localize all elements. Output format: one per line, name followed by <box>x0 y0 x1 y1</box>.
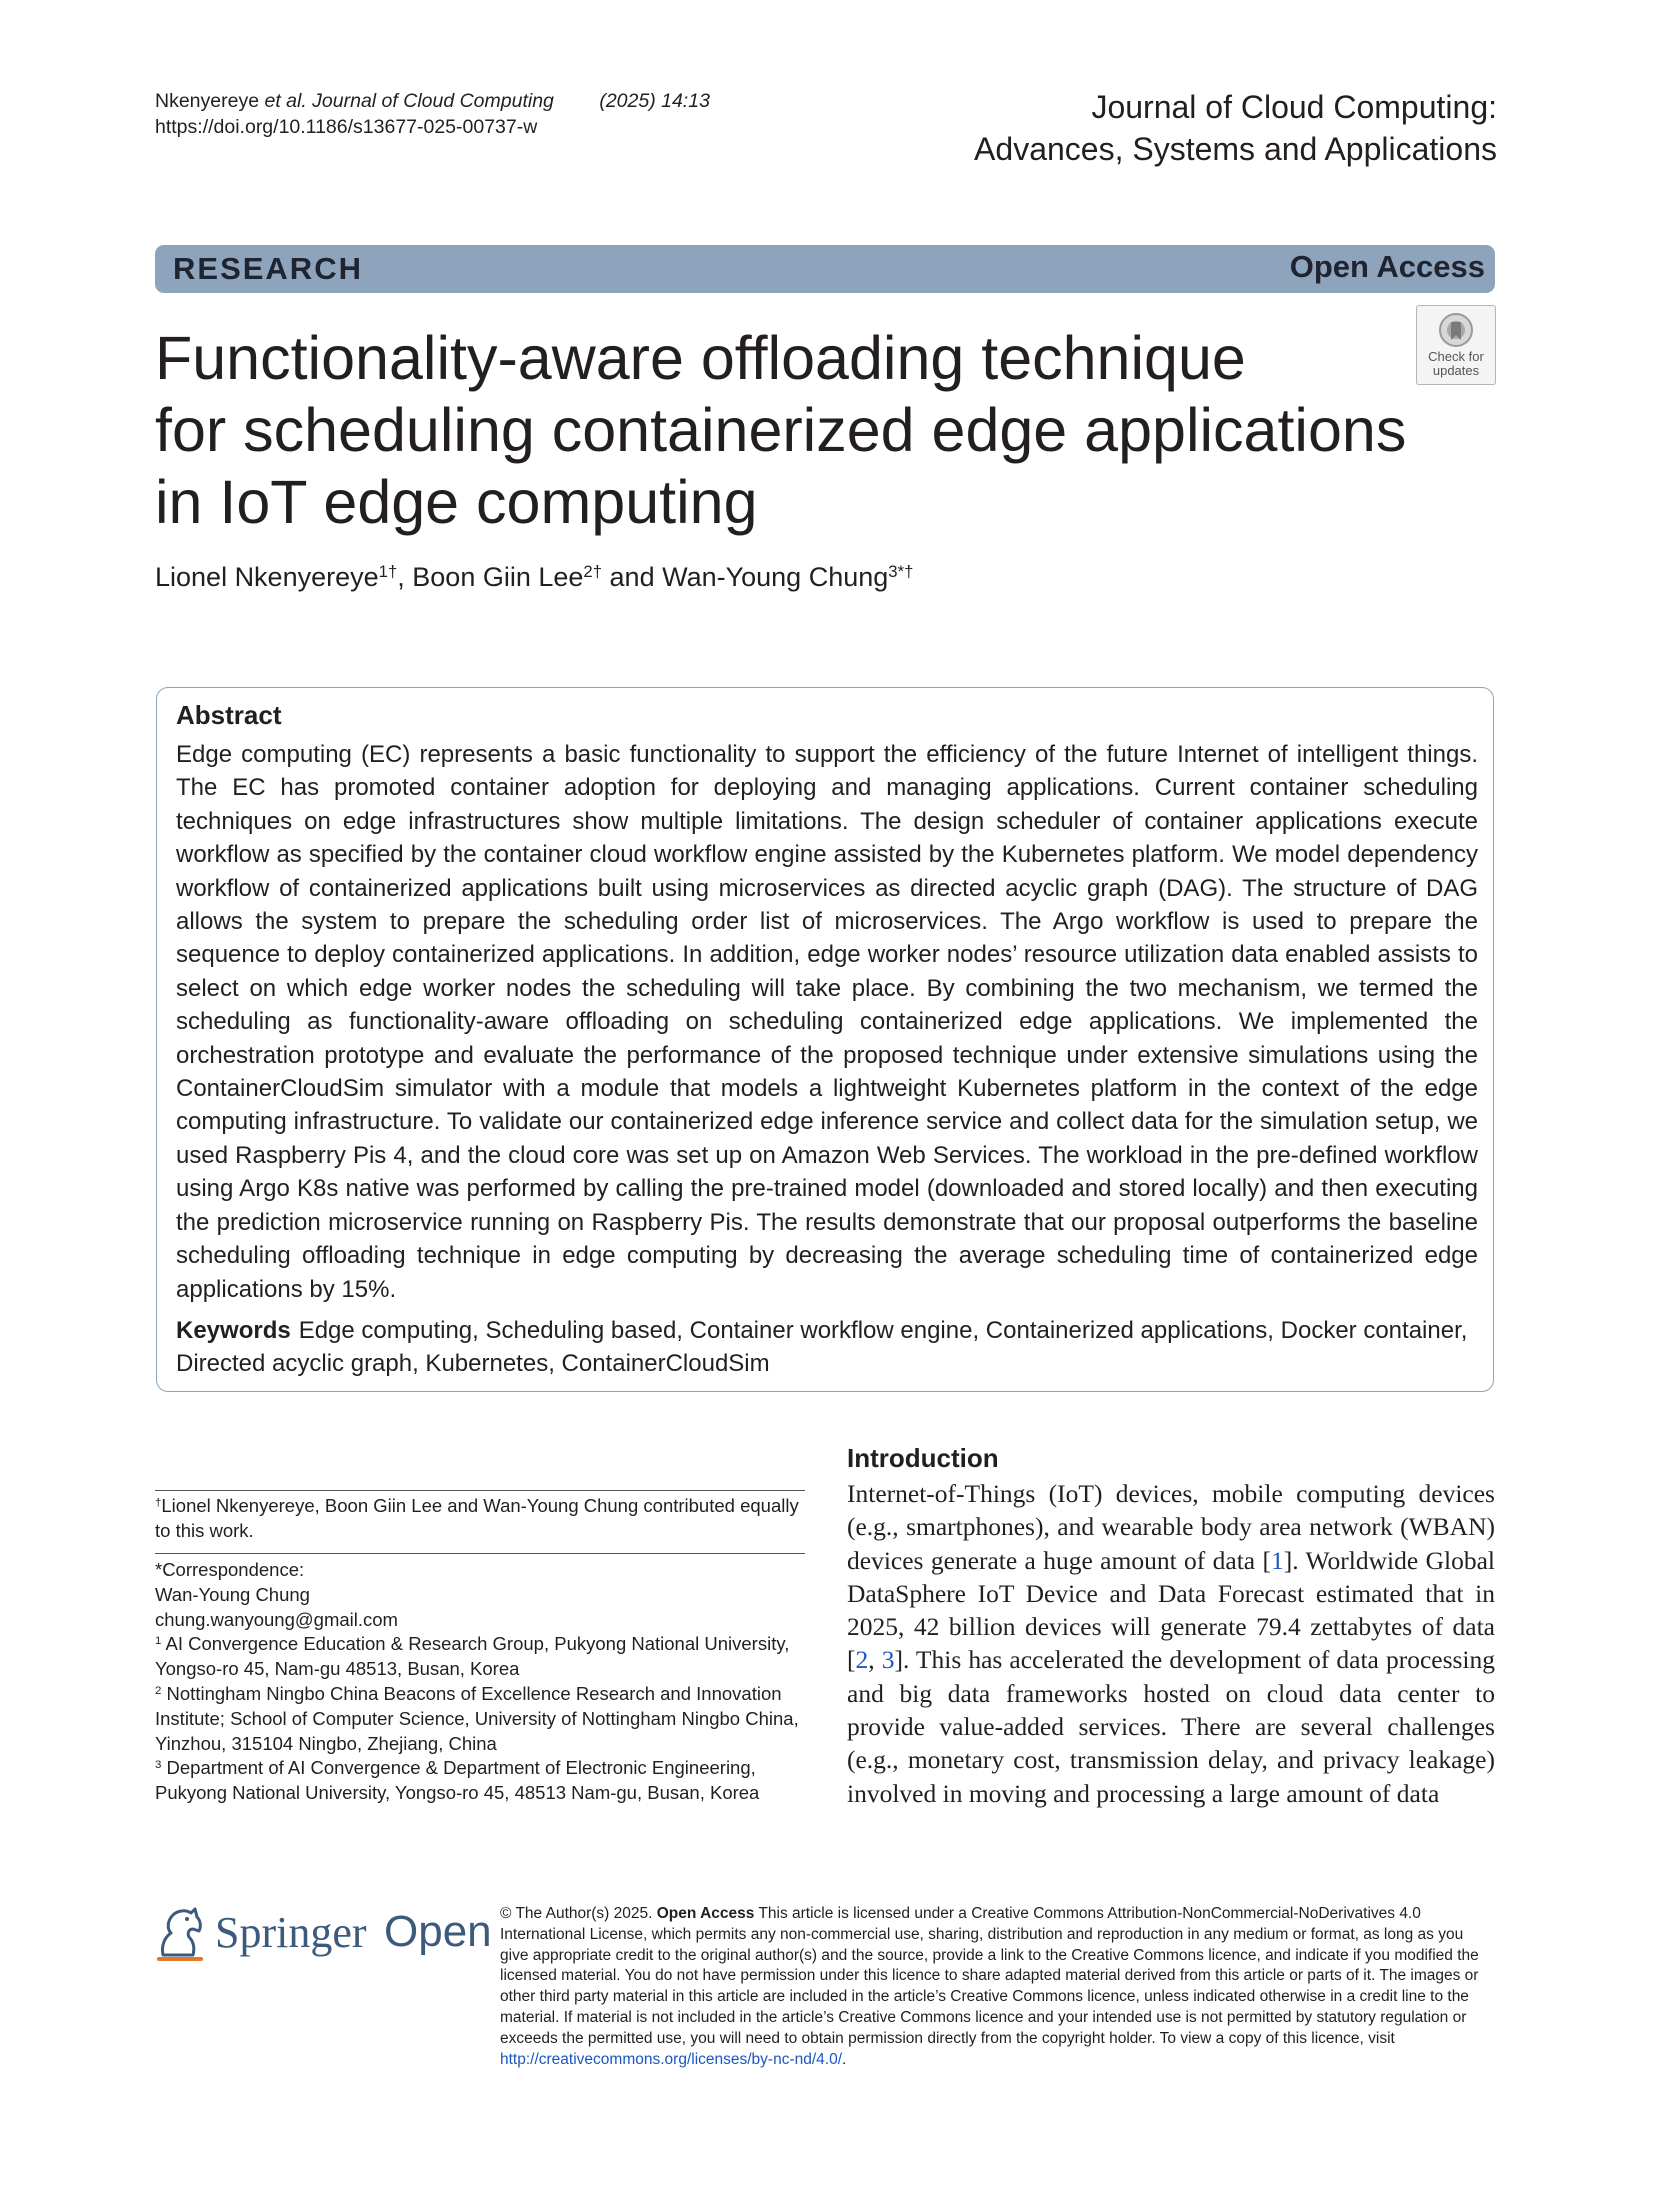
author-list <box>155 560 913 594</box>
title-line2: for scheduling containerized edge applications <box>155 396 1407 464</box>
check-for-updates-text <box>1417 350 1495 378</box>
affiliation-number: 2 <box>155 1684 162 1697</box>
affiliation <box>155 1756 805 1806</box>
article-title <box>155 322 1415 538</box>
affiliation-text: Department of AI Convergence & Department of Electronic Engineering, Pukyong National University, Yongso-ro 45, 48513 Nam-gu, Busan, Korea <box>155 1757 760 1804</box>
license-text: This article is licensed under a Creative Commons Attribution-NonCommercial-NoDerivatives 4.0 International License, which permits any non-commercial use, sharing, distribution and reproduction in any medium or format, as long as you give appropriate credit to the original author(s) and the source, provide a link to the Creative Commons licence, and indicate if you modified the licensed material. You do not have permission under this licence to share adapted material derived from this article or parts of it. The images or other third party material in this article are included in the article’s Creative Commons licence, unless indicated otherwise in a credit line to the material. If material is not included in the article’s Creative Commons licence and your intended use is not permitted by statutory regulation or exceeds the permitted use, you will need to obtain permission directly from the copyright holder. To view a copy of this licence, visit <box>500 1905 1479 2047</box>
affiliation-text: AI Convergence Education & Research Group, Pukyong National University, Yongso-ro 45, Nam-gu 48513, Busan, Korea <box>155 1633 790 1680</box>
keywords-label: Keywords <box>176 1317 291 1344</box>
affiliation-number: 1 <box>155 1635 162 1648</box>
badge-line2: updates <box>1432 363 1480 378</box>
correspondence-block <box>155 1558 805 1806</box>
journal-name-line2: Advances, Systems and Applications <box>974 131 1497 167</box>
introduction-text: Internet-of-Things (IoT) devices, mobile computing devices (e.g., smartphones), and wearable body area network (WBAN) devices generate a huge amount of data [1]. Worldwide Global DataSphere IoT Device and Data Forecast estimated that in 2025, 42 billion devices will generate 79.4 zettabytes of data [2, 3]. This has accelerated the development of data processing and big data frameworks hosted on cloud data center to provide value-added services. There are several challenges (e.g., monetary cost, transmission delay, and privacy leakage) involved in moving and processing a large amount of data <box>847 1479 1496 1808</box>
citation-link[interactable]: 1 <box>1271 1545 1284 1575</box>
author-separator: and <box>602 562 663 592</box>
header-year-volume: (2025) 14:13 <box>599 90 710 112</box>
equal-contribution-note <box>155 1494 805 1543</box>
intro-text-segment: . Worldwide Global DataSphere IoT Device and Data Forecast estimated that in 2025, 42 billion devices will generate 79.4 zettabytes of data <box>847 1545 1495 1642</box>
abstract-box <box>156 687 1494 1392</box>
author-affiliation-marker: 1† <box>378 561 398 581</box>
author-name[interactable]: Wan-Young Chung <box>662 562 889 592</box>
springer-horse-icon <box>155 1905 207 1963</box>
license-link[interactable]: http://creativecommons.org/licenses/by-nc-nd/4.0/ <box>500 2050 843 2068</box>
citation-link[interactable]: 2 <box>855 1645 869 1675</box>
license-end: . <box>842 2050 847 2068</box>
journal-name-line1: Journal of Cloud Computing: <box>1091 89 1497 125</box>
author-name[interactable]: Lionel Nkenyereye <box>155 562 379 592</box>
author-name[interactable]: Boon Giin Lee <box>412 562 584 592</box>
open-wordmark: Open <box>384 1907 492 1956</box>
badge-line1: Check for <box>1428 349 1484 364</box>
keywords-text: Edge computing, Scheduling based, Container workflow engine, Containerized applications, Docker container, Directed acyclic graph, Kubernetes, ContainerCloudSim <box>176 1317 1468 1377</box>
license-open-access: Open Access <box>656 1905 755 1922</box>
running-header <box>155 88 710 140</box>
citation-line <box>155 88 710 114</box>
header-author: Nkenyereye <box>155 90 260 112</box>
affiliation <box>155 1632 805 1682</box>
title-line1: Functionality-aware offloading technique <box>155 324 1246 392</box>
journal-name <box>974 86 1497 170</box>
license-statement <box>500 1904 1494 2070</box>
author-affiliation-marker: 3*† <box>888 561 914 581</box>
citation-separator: , <box>868 1645 882 1675</box>
check-for-updates-badge[interactable] <box>1416 305 1496 385</box>
affiliation <box>155 1682 805 1756</box>
equal-contribution-text: Lionel Nkenyereye, Boon Giin Lee and Wan-Young Chung contributed equally to this work. <box>155 1495 799 1541</box>
introduction-heading: Introduction <box>847 1443 999 1473</box>
author-affiliation-marker: 2† <box>583 561 603 581</box>
header-journal: et al. Journal of Cloud Computing <box>264 90 554 112</box>
author-separator: , <box>397 562 413 592</box>
abstract-heading: Abstract <box>176 700 282 730</box>
open-access-label: Open Access <box>1289 249 1485 284</box>
footnote-divider <box>155 1553 805 1554</box>
springer-wordmark: Springer <box>215 1908 367 1957</box>
article-type-banner <box>155 245 1495 293</box>
intro-text-segment: Internet-of-Things (IoT) devices, mobile computing devices (e.g., smartphones), and wearable body area network (WBAN) devices generate a huge amount of data <box>847 1479 1495 1575</box>
intro-text-segment: . This has accelerated the development of data processing and big data frameworks hosted on cloud data center to provide value-added services. There are several challenges (e.g., monetary cost, transmission delay, and privacy leakage) involved in moving and processing a large amount of data <box>847 1645 1496 1808</box>
title-line3: in IoT edge computing <box>155 468 758 536</box>
affiliation-text: Nottingham Ningbo China Beacons of Excellence Research and Innovation Institute; School of Computer Science, University of Nottingham Ningbo China, Yinzhou, 315104 Ningbo, Zhejiang, China <box>155 1682 799 1754</box>
keywords <box>176 1314 1478 1380</box>
doi-link[interactable]: https://doi.org/10.1186/s13677-025-00737-w <box>155 116 538 138</box>
correspondence-email[interactable]: chung.wanyoung@gmail.com <box>155 1608 398 1630</box>
citation-link[interactable]: 3 <box>881 1645 895 1675</box>
correspondence-label: *Correspondence: <box>155 1559 305 1580</box>
license-copyright: © The Author(s) 2025. <box>500 1905 657 1922</box>
article-type-label: RESEARCH <box>173 251 363 286</box>
correspondence-name: Wan-Young Chung <box>155 1583 310 1605</box>
bookmark-ribbon-icon <box>1439 313 1473 347</box>
dagger-marker: † <box>155 1496 162 1509</box>
footnote-divider <box>155 1490 805 1491</box>
abstract-text: Edge computing (EC) represents a basic functionality to support the efficiency of the future Internet of intelligent things. The EC has promoted container adoption for deploying and managing applications. Current container scheduling techniques on edge infrastructures show multiple limitations. The design scheduler of container applications execute workflow as specified by the container cloud workflow engine assisted by the Kubernetes platform. We model dependency workflow of containerized applications built using microservices as directed acyclic graph (DAG). The structure of DAG allows the system to prepare the scheduling order list of microservices. The Argo workflow is used to prepare the sequence to deploy containerized applications. In addition, edge worker nodes’ resource utilization data enabled assists to select on which edge worker nodes the scheduling will take place. By combining the two mechanism, we termed the scheduling as functionality-aware offloading on scheduling containerized edge applications. We implemented the orchestration prototype and evaluate the performance of the proposed technique under extensive simulations using the ContainerCloudSim simulator with a module that models a lightweight Kubernetes platform in the context of the edge computing infrastructure. To validate our containerized edge inference service and collect data for the simulation setup, we used Raspberry Pis 4, and the cloud core was set up on Amazon Web Services. The workload in the pre-defined workflow using Argo K8s native was performed by calling the pre-trained model (downloaded and stored locally) and then executing the prediction microservice running on Raspberry Pis. The results demonstrate that our proposal outperforms the baseline scheduling offloading technique in edge computing by decreasing the average scheduling time of containerized edge applications by 15%. <box>176 741 1478 1303</box>
affiliation-number: 3 <box>155 1759 162 1772</box>
